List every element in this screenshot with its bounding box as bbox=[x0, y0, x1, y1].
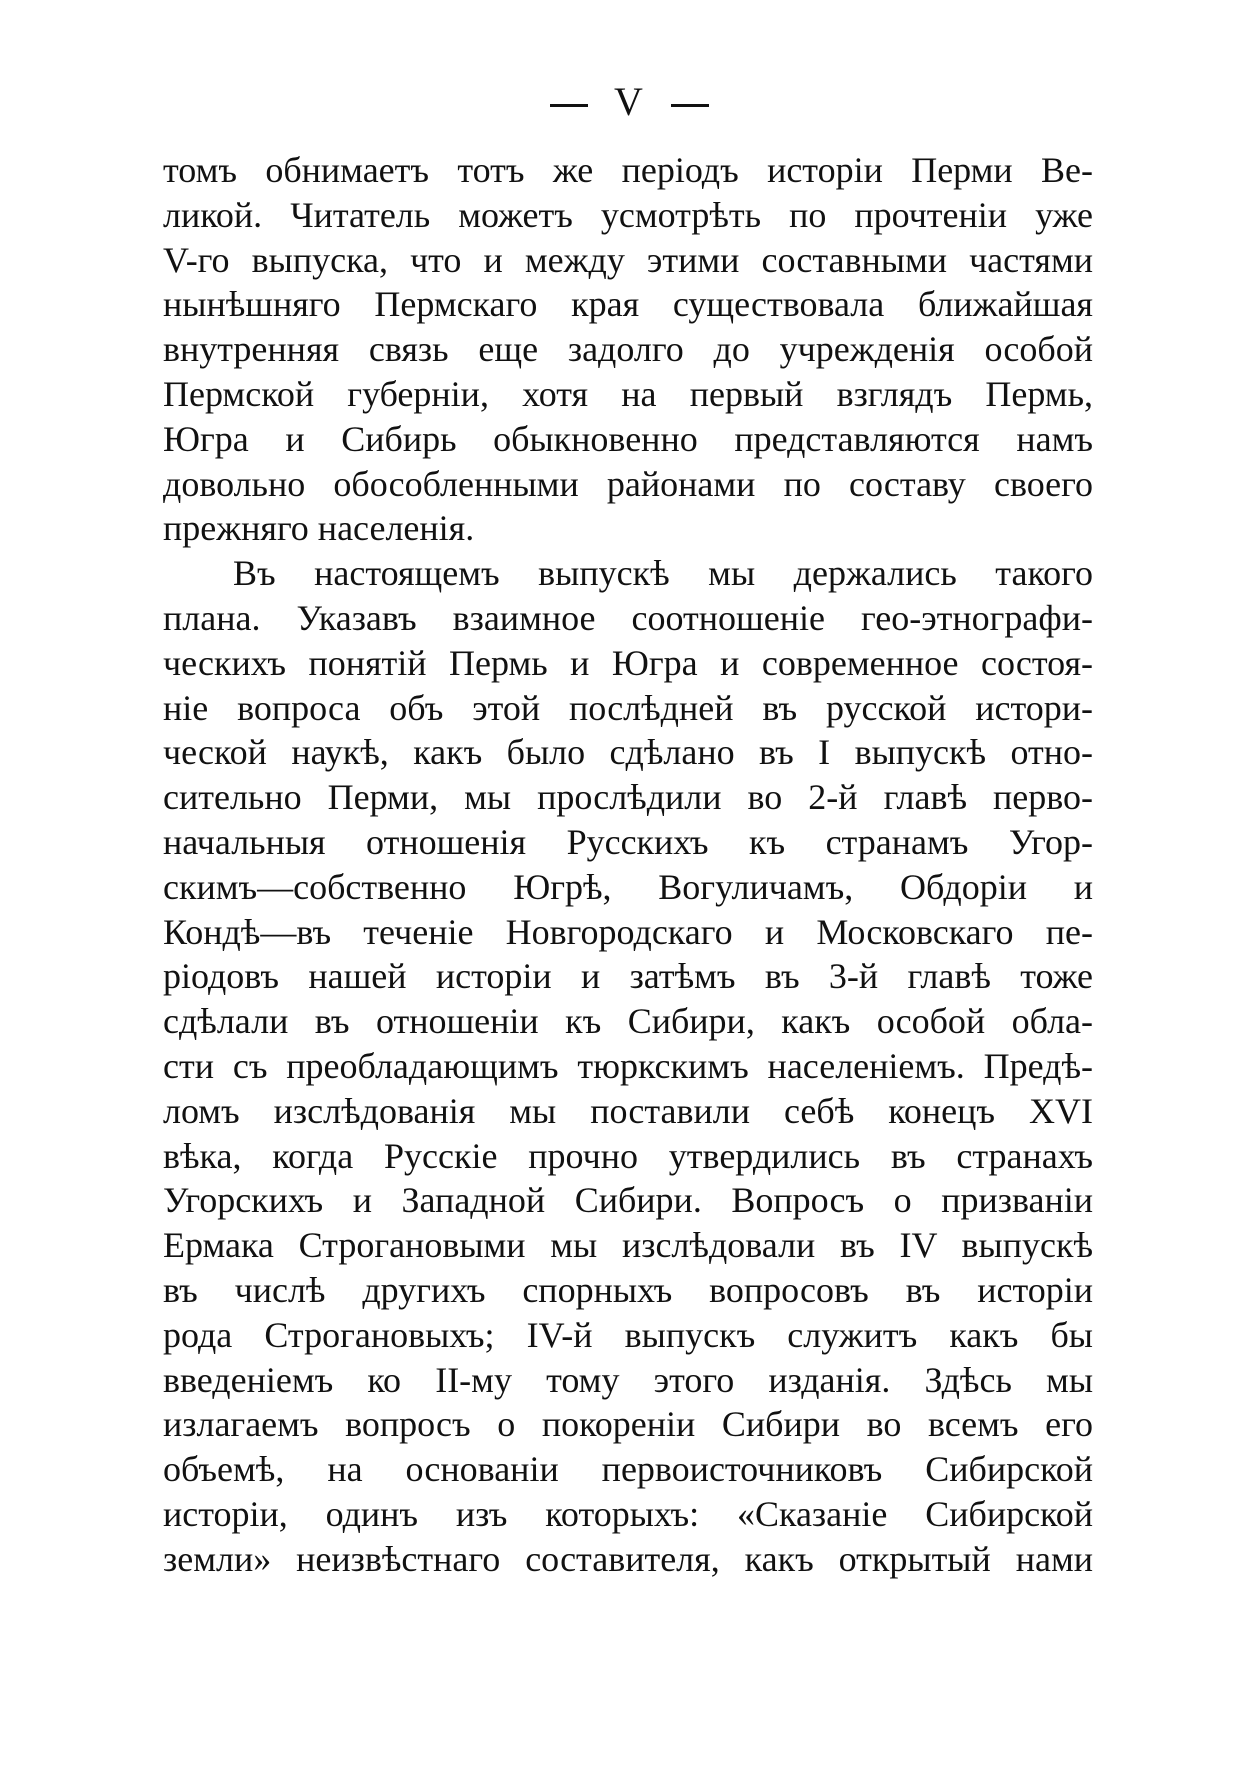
text-line: введеніемъ ко II-му тому этого изданія. Здѣсь мы bbox=[163, 1359, 1093, 1400]
body-text bbox=[163, 148, 1093, 1582]
text-line: начальныя отношенія Русскихъ къ странамъ Угор- bbox=[163, 821, 1093, 862]
text-line: въ числѣ другихъ спорныхъ вопросовъ въ исторіи bbox=[163, 1269, 1093, 1310]
left-dash bbox=[550, 104, 588, 107]
text-line: довольно обособленными районами по составу своего bbox=[163, 463, 1093, 504]
paragraph-end-line: прежняго населенія. bbox=[163, 508, 475, 549]
text-line: ріодовъ нашей исторіи и затѣмъ въ 3-й главѣ тоже bbox=[163, 956, 1093, 997]
text-line: Кондѣ—въ теченіе Новгородскаго и Московскаго пе- bbox=[163, 911, 1093, 952]
page-number: V bbox=[614, 79, 645, 124]
text-line: сительно Перми, мы прослѣдили во 2-й главѣ перво- bbox=[163, 777, 1093, 818]
text-line: исторіи, одинъ изъ которыхъ: «Сказаніе Сибирской bbox=[163, 1493, 1093, 1534]
text-line: Пермской губерніи, хотя на первый взглядъ Пермь, bbox=[163, 373, 1093, 414]
text-line: рода Строгановыхъ; IV-й выпускъ служитъ какъ бы bbox=[163, 1314, 1093, 1355]
text-line: ческой наукѣ, какъ было сдѣлано въ I выпускѣ отно- bbox=[163, 732, 1093, 773]
text-line: Югра и Сибирь обыкновенно представляются намъ bbox=[163, 418, 1093, 459]
page-header bbox=[0, 78, 1259, 126]
text-line: внутренняя связь еще задолго до учрежденія особой bbox=[163, 329, 1093, 370]
text-line: нынѣшняго Пермскаго края существовала ближайшая bbox=[163, 284, 1093, 325]
right-dash bbox=[671, 104, 709, 107]
text-line: вѣка, когда Русскіе прочно утвердились въ странахъ bbox=[163, 1135, 1093, 1176]
text-line: Угорскихъ и Западной Сибири. Вопросъ о призваніи bbox=[163, 1180, 1093, 1221]
text-line: плана. Указавъ взаимное соотношеніе гео-этнографи- bbox=[163, 597, 1093, 638]
text-line: V-го выпуска, что и между этими составными частями bbox=[163, 239, 1093, 280]
text-line: скимъ—собственно Югрѣ, Вогуличамъ, Обдоріи и bbox=[163, 866, 1093, 907]
text-line: Ермака Строгановыми мы изслѣдовали въ IV выпускѣ bbox=[163, 1225, 1093, 1266]
text-line: ніе вопроса объ этой послѣдней въ русской истори- bbox=[163, 687, 1093, 728]
paragraph-first-line: Въ настоящемъ выпускѣ мы держались такого bbox=[233, 553, 1093, 594]
text-line: сти съ преобладающимъ тюркскимъ населеніемъ. Предѣ- bbox=[163, 1045, 1093, 1086]
text-line: ломъ изслѣдованія мы поставили себѣ конецъ XVI bbox=[163, 1090, 1093, 1131]
text-line: ликой. Читатель можетъ усмотрѣть по прочтеніи уже bbox=[163, 194, 1093, 235]
text-line: излагаемъ вопросъ о покореніи Сибири во всемъ его bbox=[163, 1404, 1093, 1445]
text-line: ческихъ понятій Пермь и Югра и современное состоя- bbox=[163, 642, 1093, 683]
text-line: земли» неизвѣстнаго составителя, какъ открытый нами bbox=[163, 1538, 1093, 1579]
text-line: томъ обнимаетъ тотъ же періодъ исторіи Перми Ве- bbox=[163, 150, 1093, 190]
text-line: объемѣ, на основаніи первоисточниковъ Сибирской bbox=[163, 1449, 1093, 1490]
text-line: сдѣлали въ отношеніи къ Сибири, какъ особой обла- bbox=[163, 1001, 1093, 1042]
